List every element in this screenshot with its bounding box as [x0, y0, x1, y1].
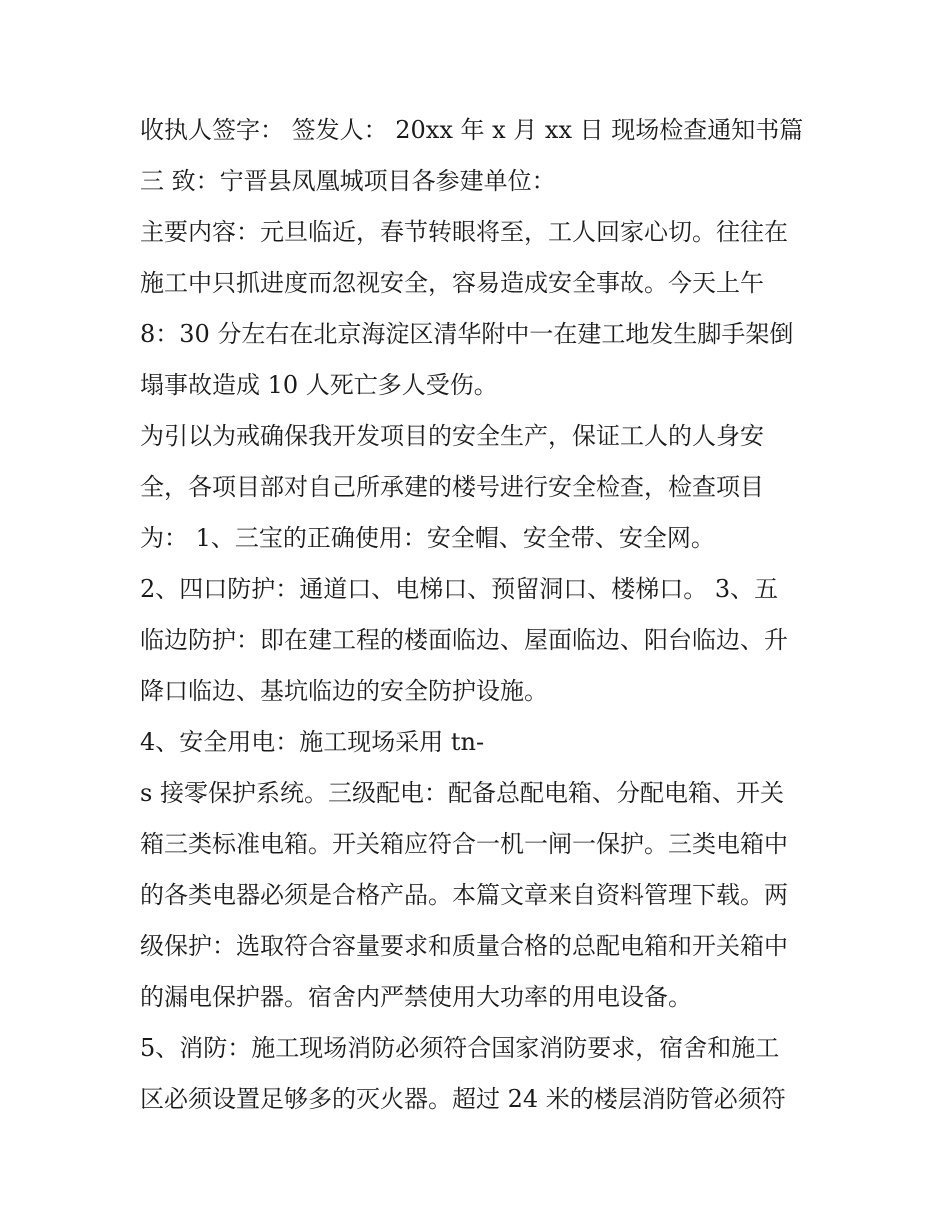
- text-line: 的漏电保护器。宿舍内严禁使用大功率的用电设备。: [140, 983, 692, 1011]
- text-line: 8：30 分左右在北京海淀区清华附中一在建工地发生脚手架倒: [140, 320, 794, 348]
- text-line: 区必须设置足够多的灭火器。超过 24 米的楼层消防管必须符: [140, 1085, 786, 1113]
- text-line: 降口临边、基坑临边的安全防护设施。: [140, 677, 548, 705]
- text-line: s 接零保护系统。三级配电：配备总配电箱、分配电箱、开关: [140, 779, 784, 807]
- text-line: 为： 1、三宝的正确使用：安全帽、安全带、安全网。: [140, 524, 715, 552]
- text-line: 施工中只抓进度而忽视安全，容易造成安全事故。今天上午: [140, 269, 764, 297]
- text-line: 的各类电器必须是合格产品。本篇文章来自资料管理下载。两: [140, 881, 788, 909]
- text-line: 级保护：选取符合容量要求和质量合格的总配电箱和开关箱中: [140, 932, 788, 960]
- text-line-addressee: 三 致：宁晋县凤凰城项目各参建单位：: [140, 167, 556, 195]
- text-line: 临边防护：即在建工程的楼面临边、屋面临边、阳台临边、升: [140, 626, 788, 654]
- text-line: 为引以为戒确保我开发项目的安全生产，保证工人的人身安: [140, 422, 764, 450]
- text-line: 5、消防：施工现场消防必须符合国家消防要求，宿舍和施工: [140, 1034, 780, 1062]
- text-line: 2、四口防护：通道口、电梯口、预留洞口、楼梯口。 3、五: [140, 575, 779, 603]
- text-line: 4、安全用电：施工现场采用 tn-: [140, 728, 485, 756]
- text-line: 塌事故造成 10 人死亡多人受伤。: [140, 371, 498, 399]
- text-line: 全，各项目部对自己所承建的楼号进行安全检查，检查项目: [140, 473, 764, 501]
- text-line-signature: 收执人签字： 签发人： 20xx 年 x 月 xx 日 现场检查通知书篇: [140, 116, 804, 144]
- text-line-main-content: 主要内容：元旦临近，春节转眼将至，工人回家心切。往往在: [140, 218, 788, 246]
- text-line: 箱三类标准电箱。开关箱应符合一机一闸一保护。三类电箱中: [140, 830, 788, 858]
